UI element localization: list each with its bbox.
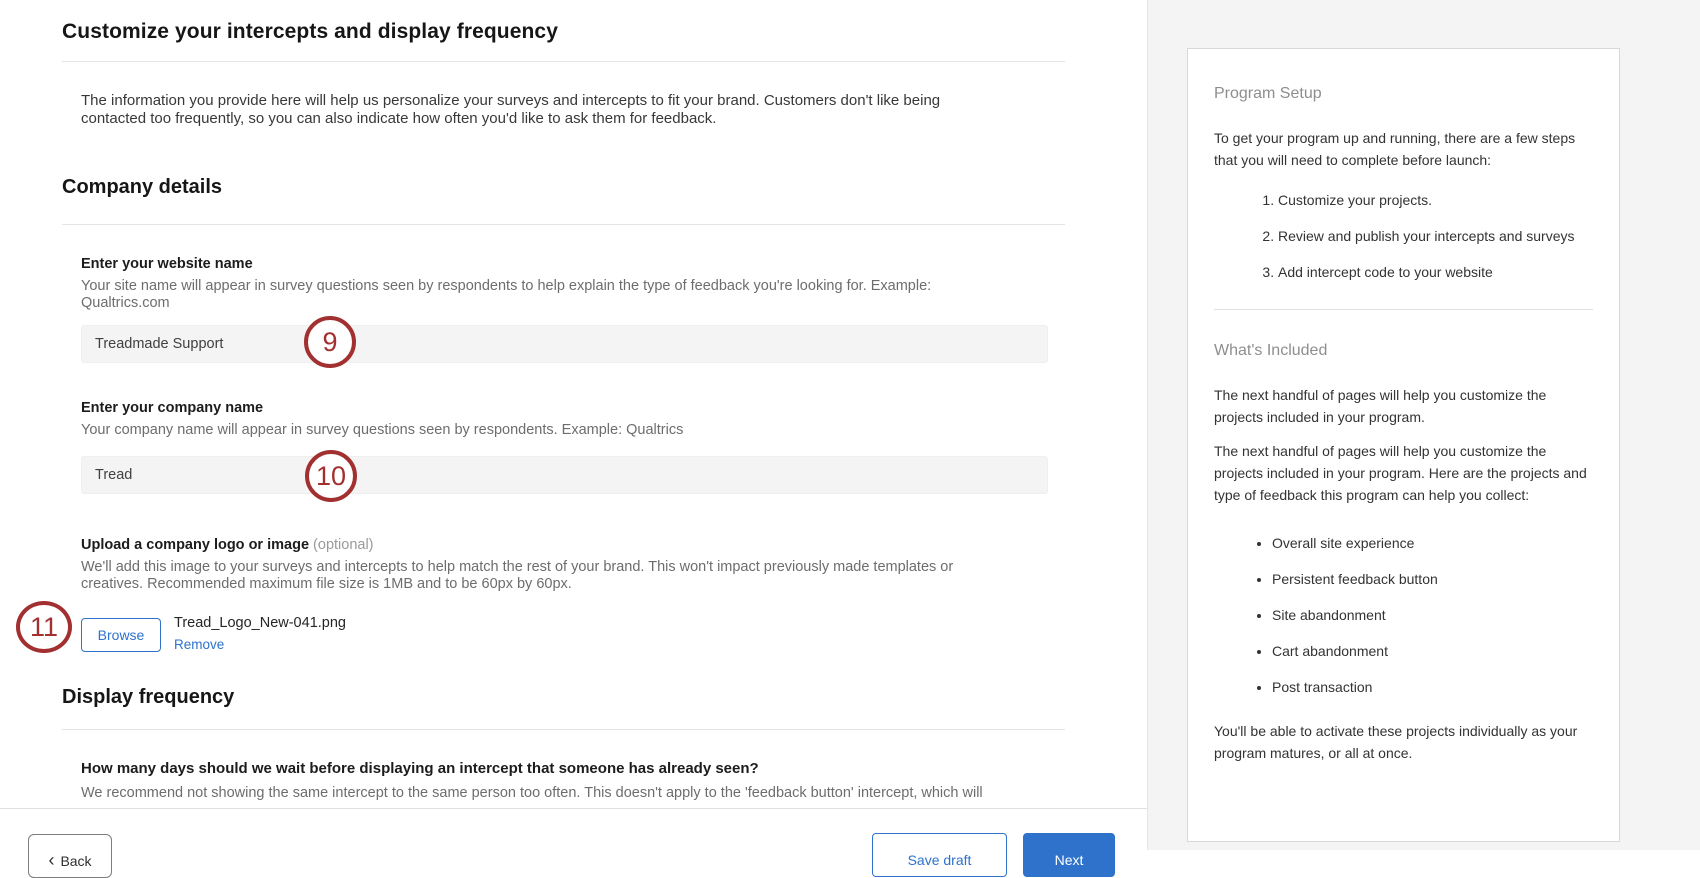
website-name-help: Your site name will appear in survey questions seen by respondents to help explain the type of feedback you're looking for. Example: Qualtrics.com	[81, 278, 932, 311]
logo-filename: Tread_Logo_New-041.png	[174, 615, 346, 631]
whats-included-outro: You'll be able to activate these projects individually as your program matures, or all at once.	[1214, 723, 1578, 761]
annotation-circle-9: 9	[304, 316, 356, 368]
remove-logo-link[interactable]: Remove	[174, 637, 225, 652]
included-project: • Post transaction	[1272, 676, 1593, 698]
included-project: • Site abandonment	[1272, 604, 1593, 626]
back-button-label: Back	[60, 853, 92, 869]
display-frequency-divider	[62, 729, 1065, 730]
website-name-input[interactable]	[81, 325, 1048, 363]
company-name-label: Enter your company name	[81, 400, 264, 416]
browse-button[interactable]: Browse	[81, 618, 161, 652]
company-name-input[interactable]	[81, 456, 1048, 494]
company-details-divider	[62, 224, 1065, 225]
included-project: • Persistent feedback button	[1272, 568, 1593, 590]
company-details-heading: Company details	[62, 176, 223, 198]
included-projects-list	[1214, 532, 1593, 698]
setup-step: 3. Add intercept code to your website	[1278, 261, 1593, 283]
back-button[interactable]	[28, 834, 112, 878]
frequency-question-label: How many days should we wait before displaying an intercept that someone has already seen?	[81, 760, 759, 777]
save-draft-button[interactable]: Save draft	[872, 833, 1007, 877]
program-setup-card	[1187, 48, 1620, 842]
display-frequency-heading: Display frequency	[62, 686, 235, 708]
setup-step: 2. Review and publish your intercepts and surveys	[1278, 225, 1593, 247]
whats-included-p1: The next handful of pages will help you customize the projects included in your program.	[1214, 387, 1547, 425]
chevron-left-icon: ‹	[48, 850, 55, 870]
annotation-circle-11: 11	[16, 601, 72, 653]
logo-upload-label	[81, 537, 374, 553]
included-project: • Cart abandonment	[1272, 640, 1593, 662]
company-name-help: Your company name will appear in survey questions seen by respondents. Example: Qualtrics	[81, 422, 684, 438]
page-intro-text: The information you provide here will help us personalize your surveys and intercepts to fit your brand. Customers don't like being contacted too frequently, so you can also indicate how often you'd like to ask them for feedback.	[81, 92, 941, 127]
setup-step: 1. Customize your projects.	[1278, 189, 1593, 211]
website-name-label: Enter your website name	[81, 256, 253, 272]
logo-upload-label-text: Upload a company logo or image	[81, 537, 310, 553]
logo-optional-tag: (optional)	[313, 537, 374, 553]
annotation-circle-10: 10	[305, 450, 357, 502]
whats-included-heading: What's Included	[1214, 342, 1328, 359]
sidebar-divider	[1214, 309, 1593, 310]
footer-divider	[0, 808, 1147, 809]
included-project: • Overall site experience	[1272, 532, 1593, 554]
logo-upload-help: We'll add this image to your surveys and intercepts to help match the rest of your brand. This won't impact previously made templates or creatives. Recommended maximum file size is 1MB and to be 60px by 60px.	[81, 559, 954, 592]
program-setup-intro: To get your program up and running, there are a few steps that you will need to complete before launch:	[1214, 130, 1576, 168]
sidebar-background	[1147, 0, 1700, 850]
next-button[interactable]: Next	[1023, 833, 1115, 877]
whats-included-p2: The next handful of pages will help you customize the projects included in your program. Here are the projects and type of feedback this program can help you collect:	[1214, 443, 1587, 503]
title-divider	[62, 61, 1065, 62]
frequency-question-help: We recommend not showing the same intercept to the same person too often. This doesn't apply to the 'feedback button' intercept, which will	[81, 785, 983, 801]
program-setup-steps	[1214, 189, 1593, 283]
program-setup-heading: Program Setup	[1214, 85, 1322, 102]
page-title: Customize your intercepts and display frequency	[62, 20, 558, 43]
